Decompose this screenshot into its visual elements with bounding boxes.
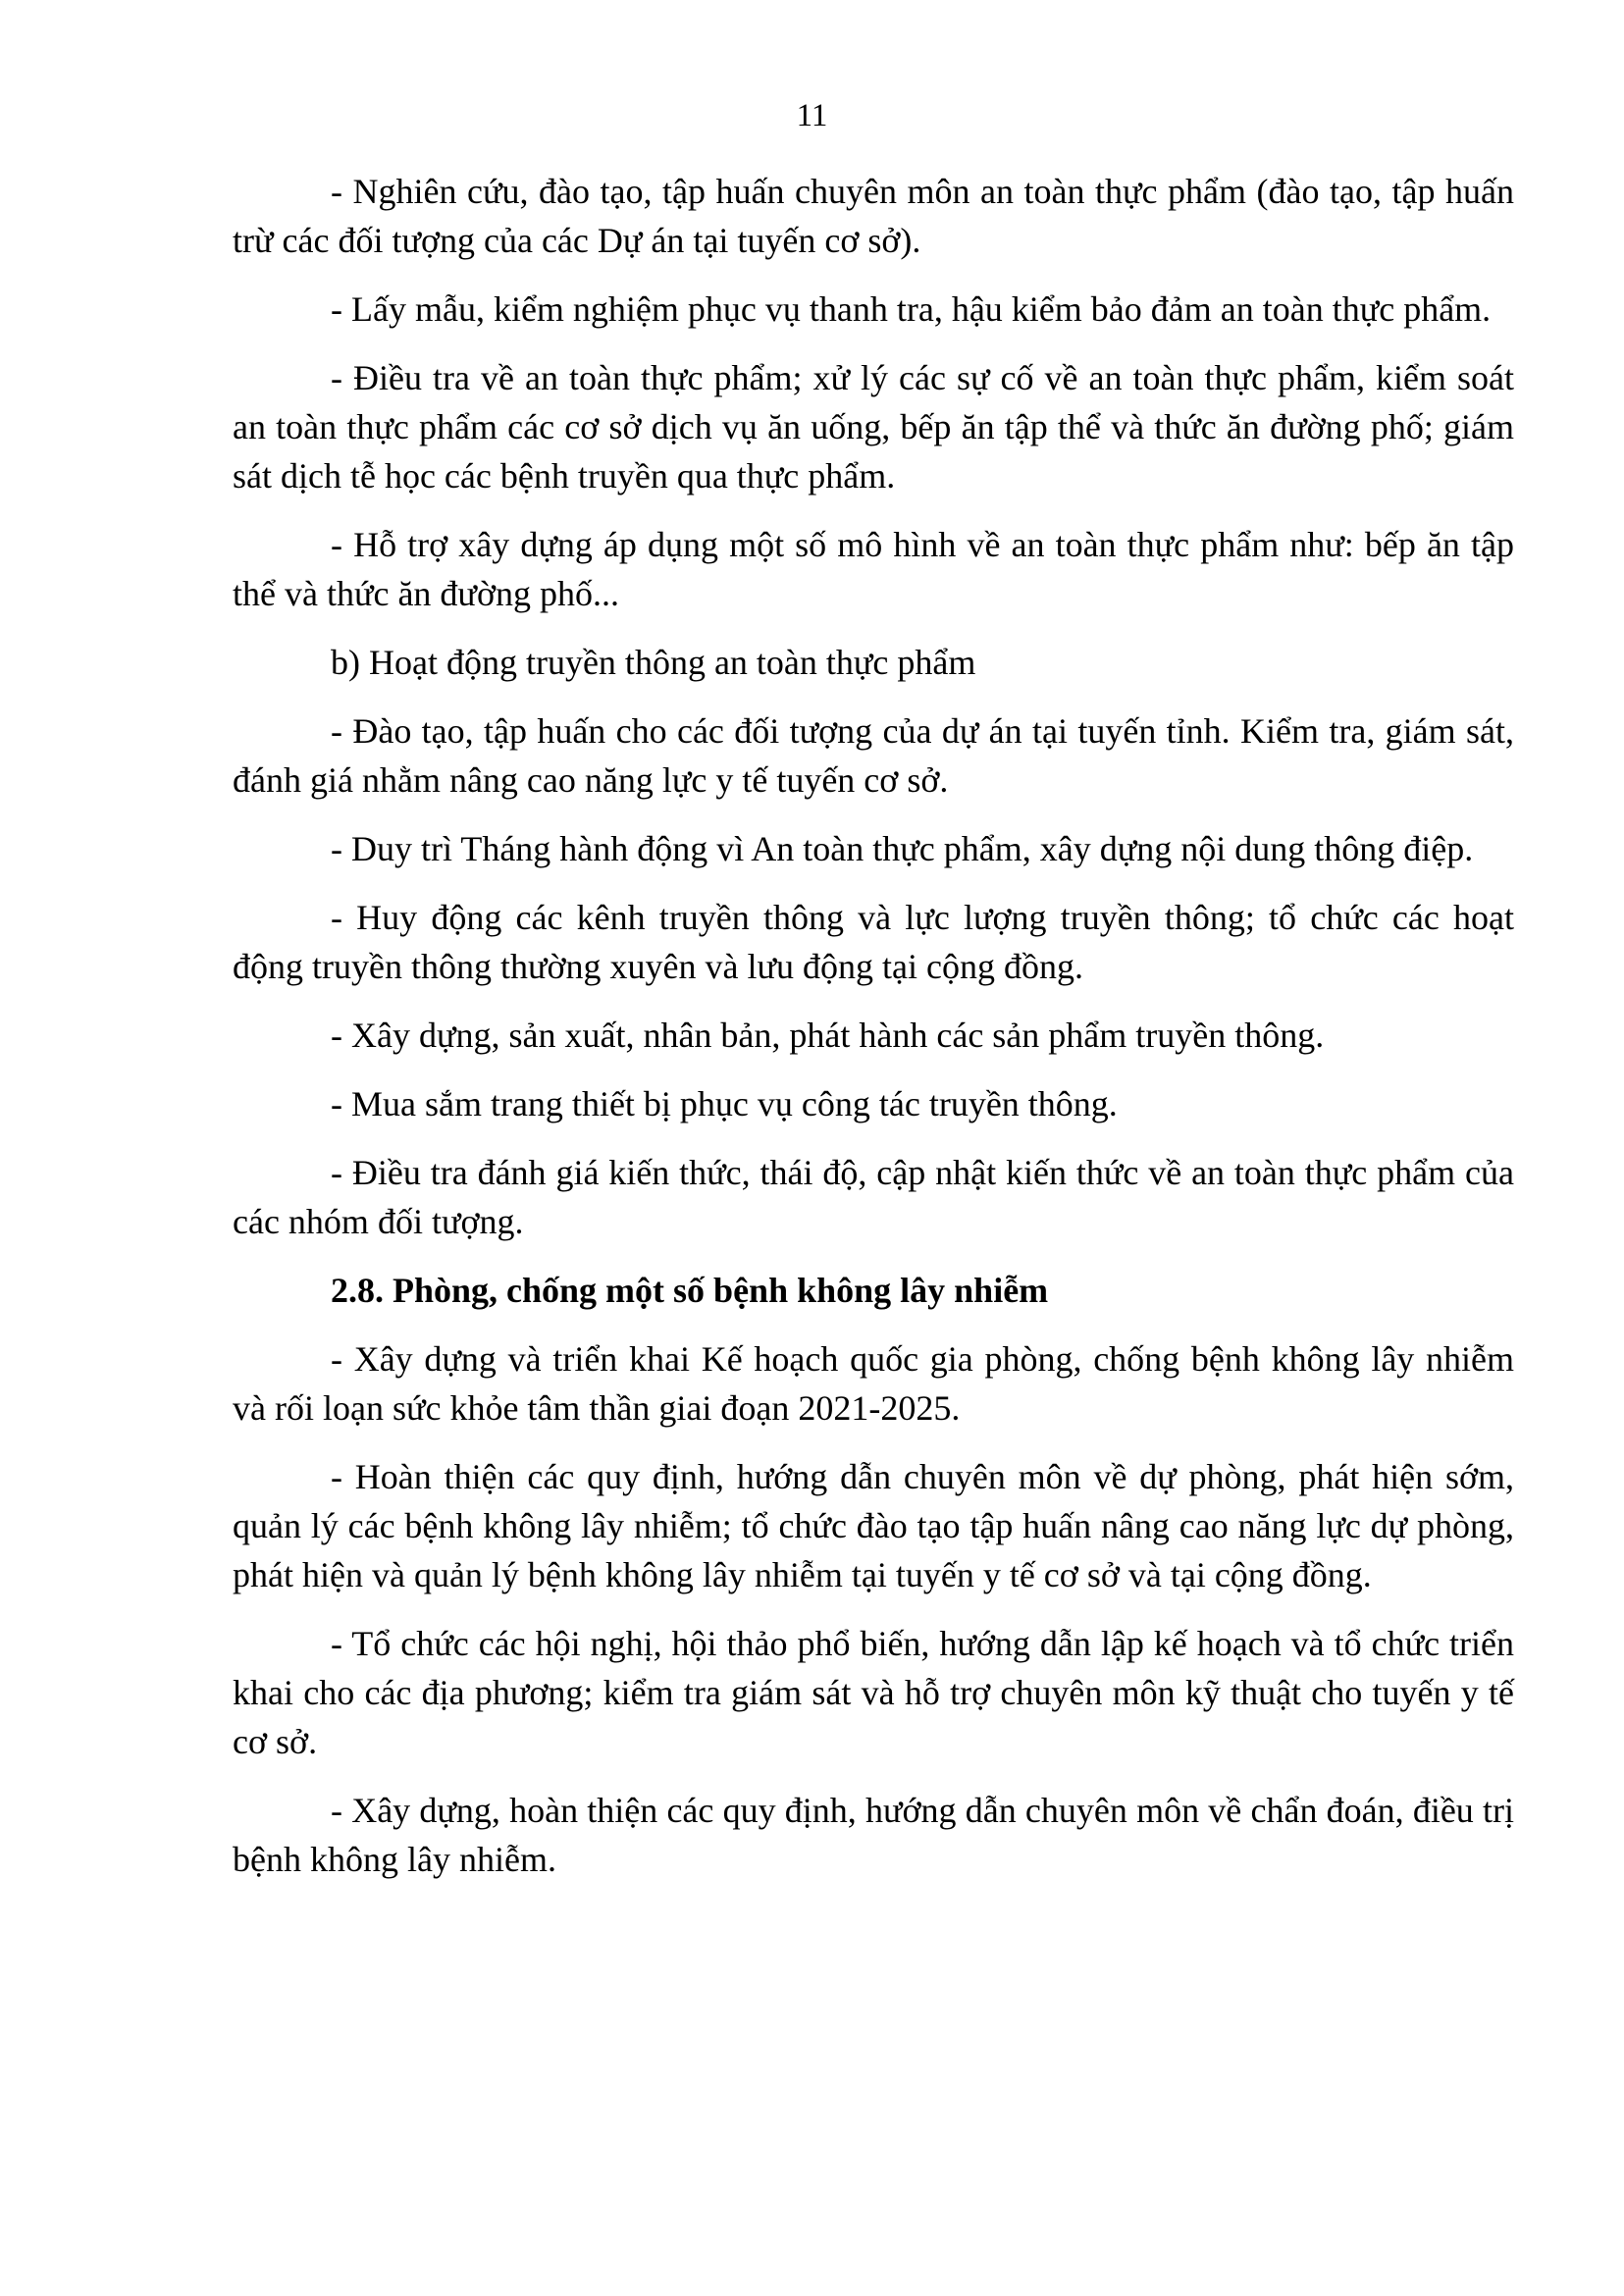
paragraph: - Nghiên cứu, đào tạo, tập huấn chuyên môn an toàn thực phẩm (đào tạo, tập huấn trừ các đối tượng của các Dự án tại tuyến cơ sở). <box>233 172 1514 260</box>
paragraph: - Hỗ trợ xây dựng áp dụng một số mô hình về an toàn thực phẩm như: bếp ăn tập thể và thức ăn đường phố... <box>233 525 1514 613</box>
paragraph: - Xây dựng, hoàn thiện các quy định, hướng dẫn chuyên môn về chẩn đoán, điều trị bệnh không lây nhiễm. <box>233 1791 1514 1879</box>
paragraph: - Xây dựng, sản xuất, nhân bản, phát hành các sản phẩm truyền thông. <box>331 1016 1325 1055</box>
paragraph: - Điều tra đánh giá kiến thức, thái độ, cập nhật kiến thức về an toàn thực phẩm của các nhóm đối tượng. <box>233 1153 1514 1241</box>
paragraph: - Lấy mẫu, kiểm nghiệm phục vụ thanh tra, hậu kiểm bảo đảm an toàn thực phẩm. <box>331 289 1492 329</box>
paragraph: - Tổ chức các hội nghị, hội thảo phổ biến, hướng dẫn lập kế hoạch và tổ chức triển khai cho các địa phương; kiểm tra giám sát và hỗ trợ chuyên môn kỹ thuật cho tuyến y tế cơ sở. <box>233 1624 1514 1761</box>
paragraph: - Duy trì Tháng hành động vì An toàn thực phẩm, xây dựng nội dung thông điệp. <box>331 829 1474 868</box>
subsection-title: b) Hoạt động truyền thông an toàn thực phẩm <box>331 643 976 682</box>
paragraph: - Điều tra về an toàn thực phẩm; xử lý các sự cố về an toàn thực phẩm, kiểm soát an toàn thực phẩm các cơ sở dịch vụ ăn uống, bếp ăn tập thể và thức ăn đường phố; giám sát dịch tễ học các bệnh truyền qua thực phẩm. <box>233 358 1514 496</box>
page-number: 11 <box>796 98 828 133</box>
paragraph: - Hoàn thiện các quy định, hướng dẫn chuyên môn về dự phòng, phát hiện sớm, quản lý các bệnh không lây nhiễm; tổ chức đào tạo tập huấn nâng cao năng lực dự phòng, phát hiện và quản lý bệnh không lây nhiễm tại tuyến y tế cơ sở và tại cộng đồng. <box>233 1457 1514 1594</box>
paragraph: - Huy động các kênh truyền thông và lực lượng truyền thông; tổ chức các hoạt động truyền thông thường xuyên và lưu động tại cộng đồng. <box>233 898 1514 986</box>
paragraph: - Xây dựng và triển khai Kế hoạch quốc gia phòng, chống bệnh không lây nhiễm và rối loạn sức khỏe tâm thần giai đoạn 2021-2025. <box>233 1339 1514 1428</box>
section-heading: 2.8. Phòng, chống một số bệnh không lây nhiễm <box>331 1271 1049 1310</box>
paragraph: - Mua sắm trang thiết bị phục vụ công tác truyền thông. <box>331 1084 1118 1123</box>
page-body <box>233 167 1514 1904</box>
paragraph: - Đào tạo, tập huấn cho các đối tượng của dự án tại tuyến tỉnh. Kiểm tra, giám sát, đánh giá nhằm nâng cao năng lực y tế tuyến cơ sở. <box>233 711 1514 800</box>
